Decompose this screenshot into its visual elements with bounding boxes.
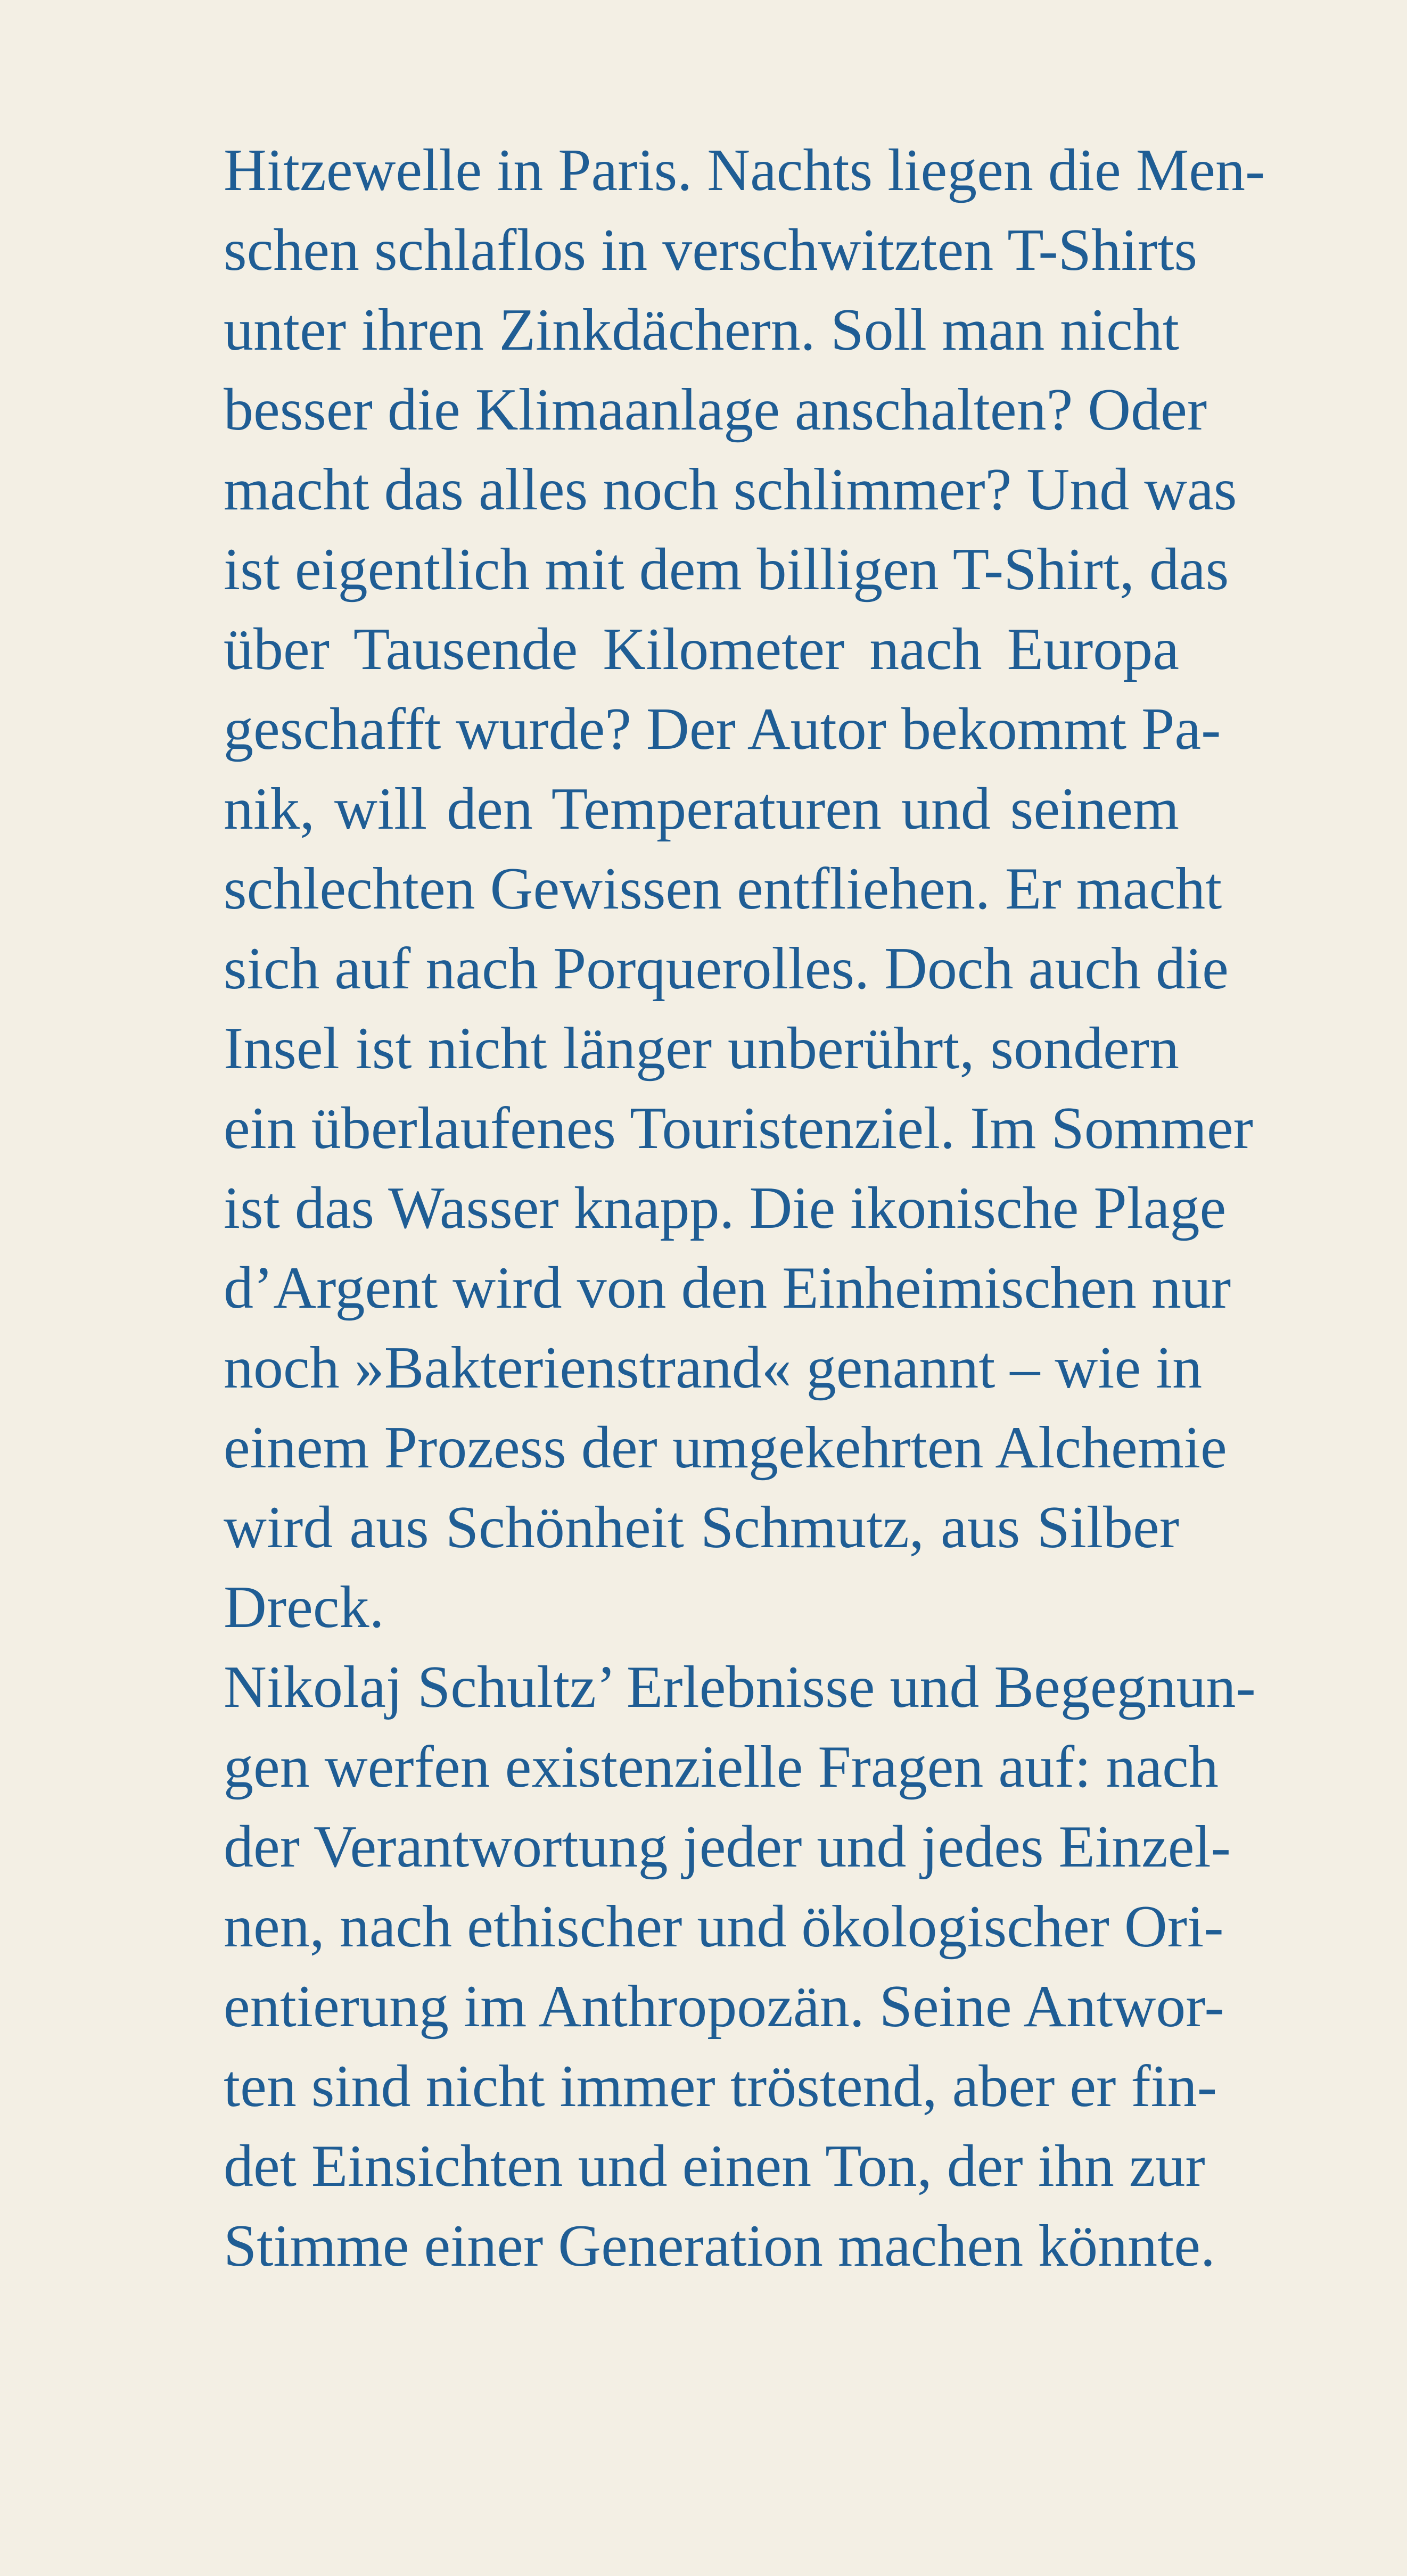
text-line: wird aus Schönheit Schmutz, aus Silber [224,1495,1179,1561]
text-line: einem Prozess der umgekehrten Alchemie [224,1415,1227,1481]
text-line: Nikolaj Schultz’ Erlebnisse und Begegnun- [224,1654,1256,1720]
text-line: ist das Wasser knapp. Die ikonische Plage [224,1175,1227,1241]
text-line: schen schlaflos in verschwitzten T-Shirts [224,217,1198,283]
text-line: der Verantwortung jeder und jedes Einzel- [224,1814,1231,1880]
text-line: Dreck. [224,1574,384,1640]
text-line: sich auf nach Porquerolles. Doch auch die [224,936,1229,1002]
text-line: unter ihren Zinkdächern. Soll man nicht [224,297,1179,363]
text-line: gen werfen existenzielle Fragen auf: nach [224,1734,1219,1800]
text-line: ten sind nicht immer tröstend, aber er fin- [224,2053,1217,2119]
text-line: nen, nach ethischer und ökologischer Ori- [224,1894,1224,1960]
text-line: geschafft wurde? Der Autor bekommt Pa- [224,696,1221,762]
text-line: besser die Klimaanlage anschalten? Oder [224,377,1207,443]
text-line: d’Argent wird von den Einheimischen nur [224,1255,1231,1321]
text-line: ein überlaufenes Touristenziel. Im Sommer [224,1095,1253,1161]
text-line: det Einsichten und einen Ton, der ihn zur [224,2133,1205,2199]
paragraph-2 [224,1647,1256,2286]
text-line: entierung im Anthropozän. Seine Antwor- [224,1974,1224,2040]
blurb-text [224,130,1265,2286]
text-line: nik, will den Temperaturen und seinem [224,776,1179,842]
text-line: über Tausende Kilometer nach Europa [224,616,1179,682]
text-line: noch »Bakterienstrand« genannt – wie in [224,1335,1203,1401]
text-line: Insel ist nicht länger unberührt, sondern [224,1015,1179,1081]
text-line: Stimme einer Generation machen könnte. [224,2213,1215,2279]
text-line: macht das alles noch schlimmer? Und was [224,457,1237,523]
paragraph-1 [224,130,1265,1647]
text-line: schlechten Gewissen entfliehen. Er macht [224,856,1222,922]
text-line: Hitzewelle in Paris. Nachts liegen die Men- [224,137,1265,203]
text-line: ist eigentlich mit dem billigen T-Shirt, das [224,536,1229,602]
